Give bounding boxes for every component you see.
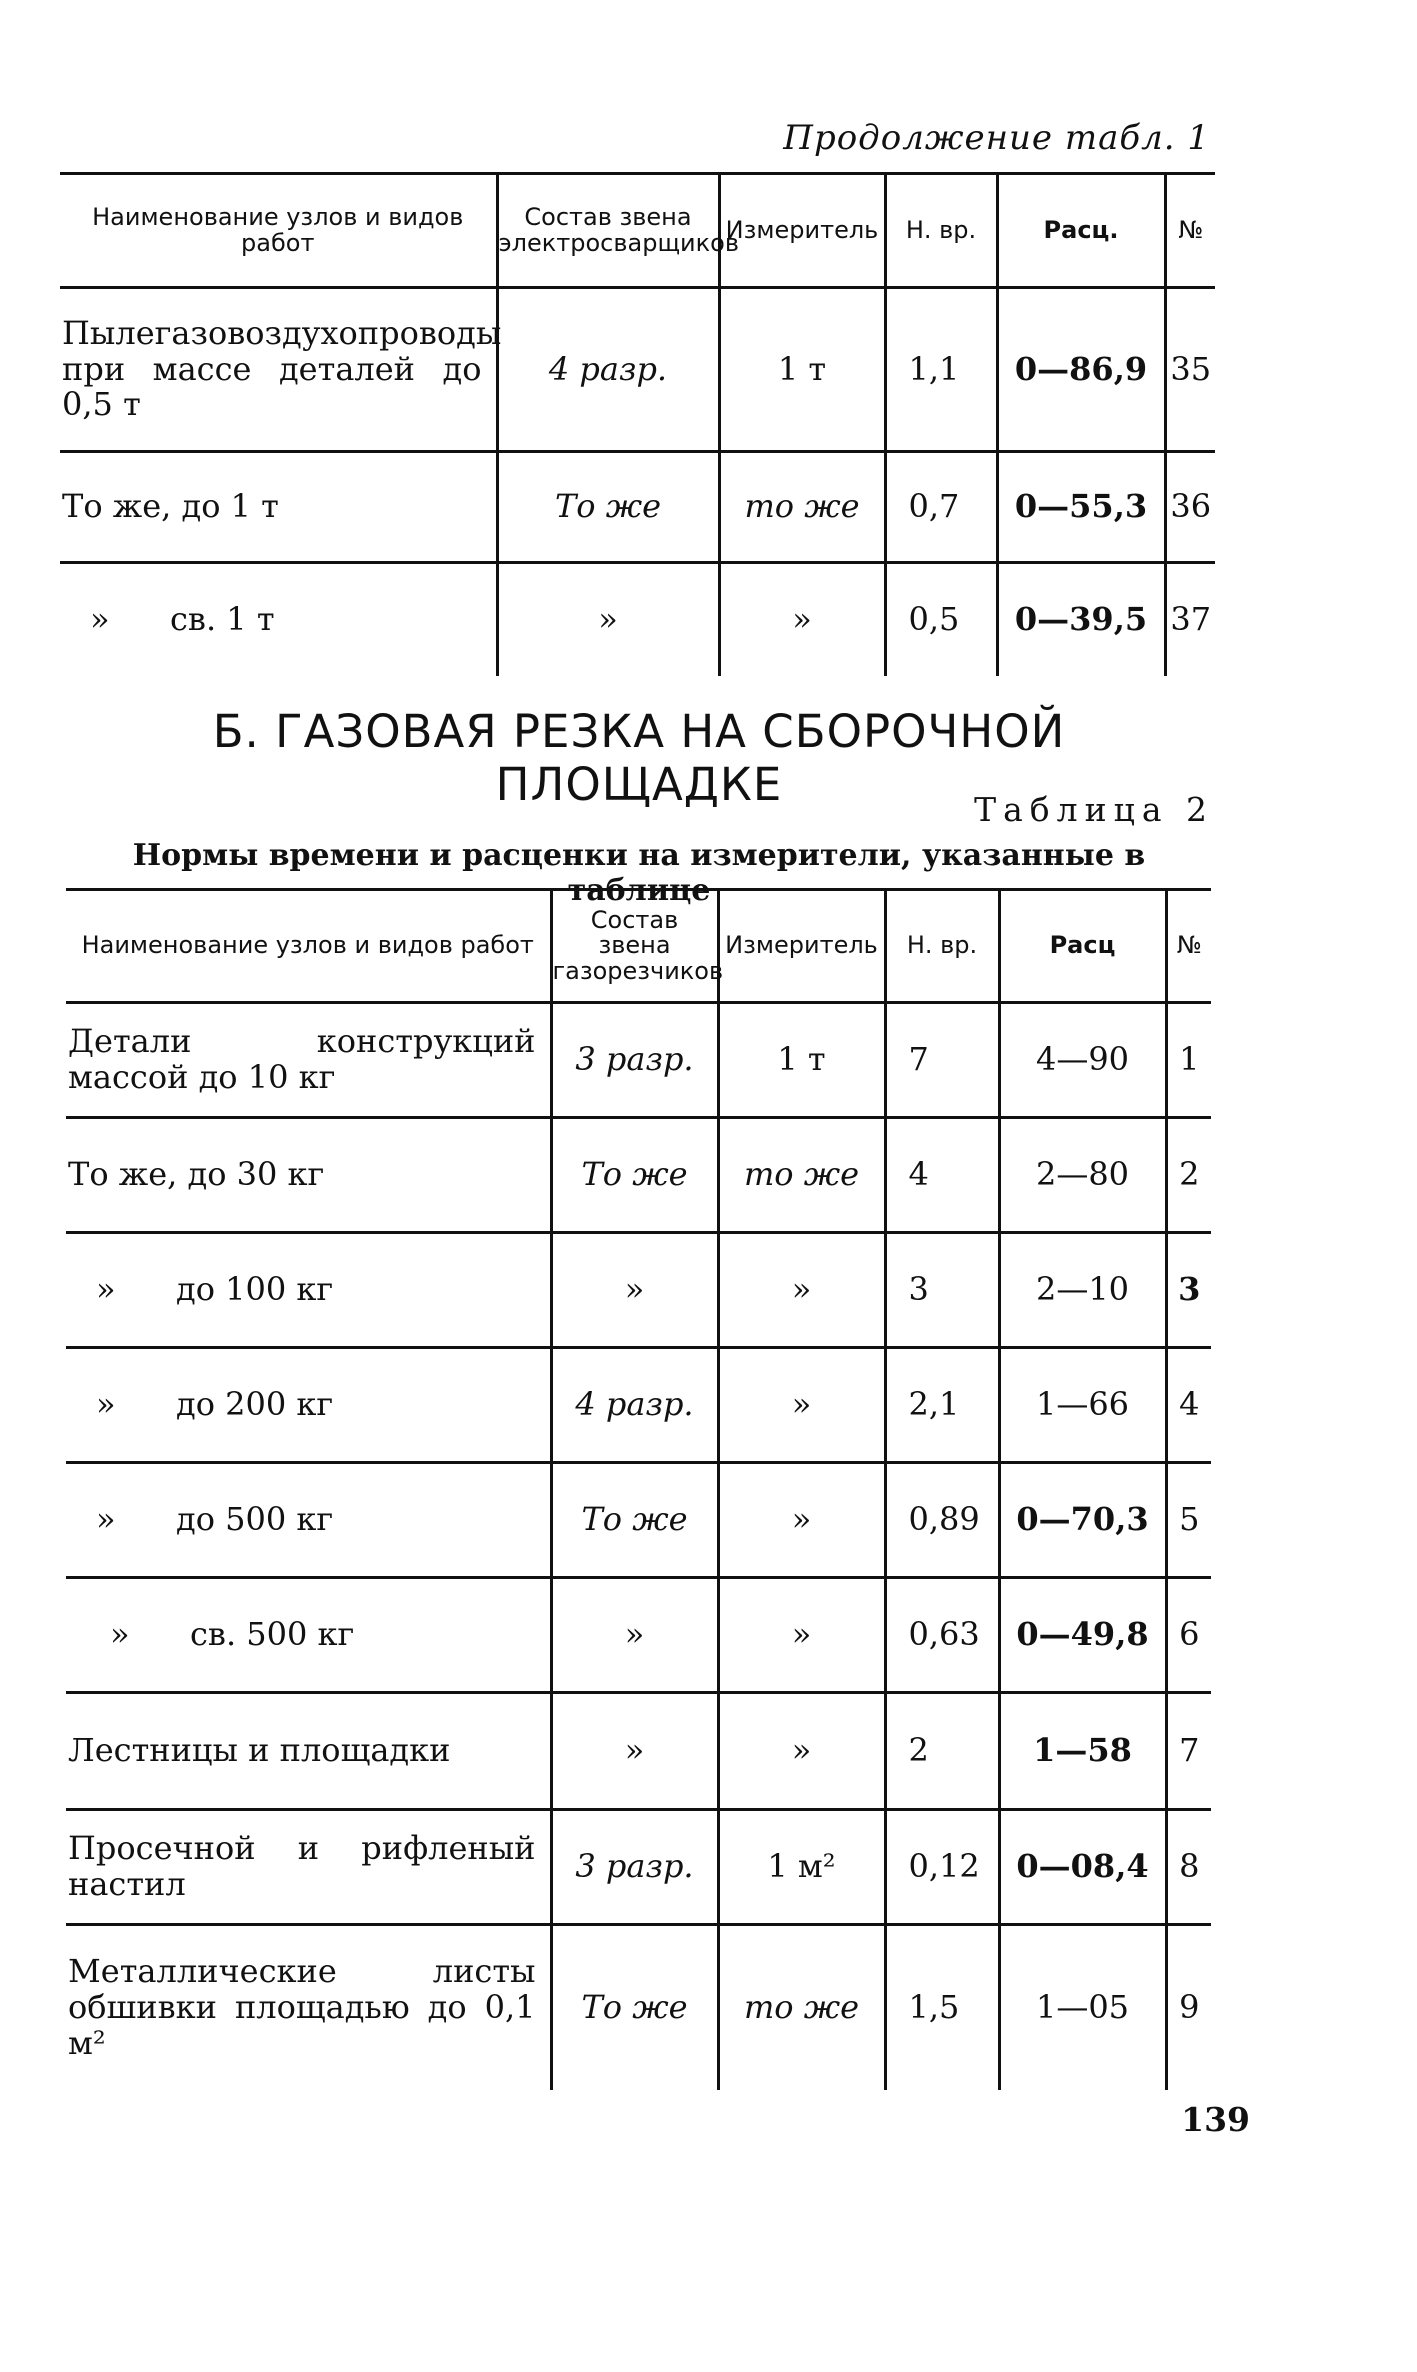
row-unit: то же (718, 1925, 885, 2090)
row-norm: 0,63 (885, 1578, 999, 1693)
row-name-text: до 100 кг (176, 1270, 334, 1309)
row-norm: 7 (885, 1003, 999, 1118)
row-crew: 3 разр. (551, 1003, 718, 1118)
row-number: 35 (1165, 288, 1215, 452)
row-number: 5 (1166, 1463, 1211, 1578)
row-crew: То же (551, 1925, 718, 2090)
row-rate: 0—55,3 (997, 452, 1165, 563)
row-rate: 2—80 (999, 1118, 1166, 1233)
table-1-continued (60, 172, 1215, 676)
row-rate: 0—49,8 (999, 1578, 1166, 1693)
row-norm: 0,89 (885, 1463, 999, 1578)
row-name: Просечной и рифленый настил (66, 1810, 551, 1925)
row-norm: 0,7 (885, 452, 997, 563)
table-row (66, 1578, 1211, 1693)
table-row (66, 1233, 1211, 1348)
table-2-caption: Нормы времени и расценки на измерители, указанные в таблице (132, 838, 1146, 908)
row-norm: 0,5 (885, 563, 997, 676)
row-crew: 4 разр. (551, 1348, 718, 1463)
ditto-mark: » (96, 1500, 116, 1539)
ditto-mark: » (90, 599, 110, 638)
row-crew: То же (551, 1463, 718, 1578)
row-name-text: до 200 кг (176, 1385, 334, 1424)
row-number: 7 (1166, 1693, 1211, 1810)
ditto-mark: » (110, 1615, 130, 1654)
ditto-mark: » (96, 1385, 116, 1424)
row-name: Металлические листы обшивки площадью до 0,1 м² (68, 1952, 536, 2062)
table-2 (66, 888, 1211, 2090)
row-name-text: до 500 кг (176, 1500, 334, 1539)
row-norm: 2,1 (885, 1348, 999, 1463)
row-norm: 0,12 (885, 1810, 999, 1925)
row-number: 6 (1166, 1578, 1211, 1693)
row-name (66, 1348, 551, 1463)
header-name: Наименование узлов и видов работ (60, 174, 497, 288)
ditto-mark: » (96, 1270, 116, 1309)
table-row (60, 288, 1215, 452)
row-number: 4 (1166, 1348, 1211, 1463)
header-rate: Расц (999, 890, 1166, 1003)
header-rate: Расц. (997, 174, 1165, 288)
header-crew: Состав звена газорезчиков (551, 890, 718, 1003)
row-rate: 0—39,5 (997, 563, 1165, 676)
row-number: 37 (1165, 563, 1215, 676)
row-crew: То же (497, 452, 719, 563)
header-crew: Состав звена электросварщиков (497, 174, 719, 288)
row-name: Лестницы и площадки (66, 1693, 551, 1810)
header-number: № (1166, 890, 1211, 1003)
row-unit: » (719, 563, 885, 676)
row-name (60, 563, 497, 676)
row-rate: 0—08,4 (999, 1810, 1166, 1925)
row-crew: 4 разр. (497, 288, 719, 452)
row-name: То же, до 1 т (60, 452, 497, 563)
row-rate: 1—58 (999, 1693, 1166, 1810)
row-crew: То же (551, 1118, 718, 1233)
table-row (66, 1925, 1211, 2090)
table-2-label: Таблица 2 (974, 790, 1214, 829)
row-unit: то же (718, 1118, 885, 1233)
table-row (66, 1348, 1211, 1463)
row-name: То же, до 30 кг (66, 1118, 551, 1233)
header-unit: Измеритель (718, 890, 885, 1003)
row-norm: 3 (885, 1233, 999, 1348)
row-unit: 1 т (719, 288, 885, 452)
row-rate: 4—90 (999, 1003, 1166, 1118)
row-norm: 1,5 (885, 1925, 999, 2090)
row-name (66, 1233, 551, 1348)
row-unit: » (718, 1578, 885, 1693)
header-name: Наименование узлов и видов работ (66, 890, 551, 1003)
row-number: 8 (1166, 1810, 1211, 1925)
row-unit: » (718, 1233, 885, 1348)
table-row (66, 1463, 1211, 1578)
header-norm: Н. вр. (885, 174, 997, 288)
row-name-text: св. 500 кг (190, 1615, 355, 1654)
row-crew: » (551, 1578, 718, 1693)
header-unit: Измеритель (719, 174, 885, 288)
table-row (66, 1810, 1211, 1925)
row-rate: 2—10 (999, 1233, 1166, 1348)
table-row (66, 1693, 1211, 1810)
table-row (66, 1118, 1211, 1233)
continuation-caption: Продолжение табл. 1 (783, 118, 1210, 158)
table-header-row (66, 890, 1211, 1003)
row-crew: » (551, 1233, 718, 1348)
row-number: 3 (1166, 1233, 1211, 1348)
row-rate: 1—05 (999, 1925, 1166, 2090)
row-name (66, 1578, 551, 1693)
header-number: № (1165, 174, 1215, 288)
row-number: 9 (1166, 1925, 1211, 2090)
page-number: 139 (1181, 2100, 1250, 2139)
row-unit: 1 м² (718, 1810, 885, 1925)
row-number: 1 (1166, 1003, 1211, 1118)
table-row (60, 563, 1215, 676)
row-number: 2 (1166, 1118, 1211, 1233)
row-rate: 1—66 (999, 1348, 1166, 1463)
row-norm: 2 (885, 1693, 999, 1810)
row-crew: » (497, 563, 719, 676)
row-norm: 1,1 (885, 288, 997, 452)
header-norm: Н. вр. (885, 890, 999, 1003)
row-name: Пылегазовоздухопроводы при массе деталей до 0,5 т (60, 288, 497, 452)
table-header-row (60, 174, 1215, 288)
row-unit: » (718, 1348, 885, 1463)
row-rate: 0—86,9 (997, 288, 1165, 452)
row-name: Детали конструкций массой до 10 кг (66, 1003, 551, 1118)
row-crew: 3 разр. (551, 1810, 718, 1925)
row-unit: 1 т (718, 1003, 885, 1118)
row-rate: 0—70,3 (999, 1463, 1166, 1578)
row-unit: » (718, 1693, 885, 1810)
row-norm: 4 (885, 1118, 999, 1233)
table-row (66, 1003, 1211, 1118)
row-name (66, 1463, 551, 1578)
table-row (60, 452, 1215, 563)
row-unit: то же (719, 452, 885, 563)
row-crew: » (551, 1693, 718, 1810)
section-title: Б. ГАЗОВАЯ РЕЗКА НА СБОРОЧНОЙ ПЛОЩАДКЕ (212, 705, 1066, 811)
row-unit: » (718, 1463, 885, 1578)
row-name-text: св. 1 т (170, 599, 275, 638)
row-number: 36 (1165, 452, 1215, 563)
